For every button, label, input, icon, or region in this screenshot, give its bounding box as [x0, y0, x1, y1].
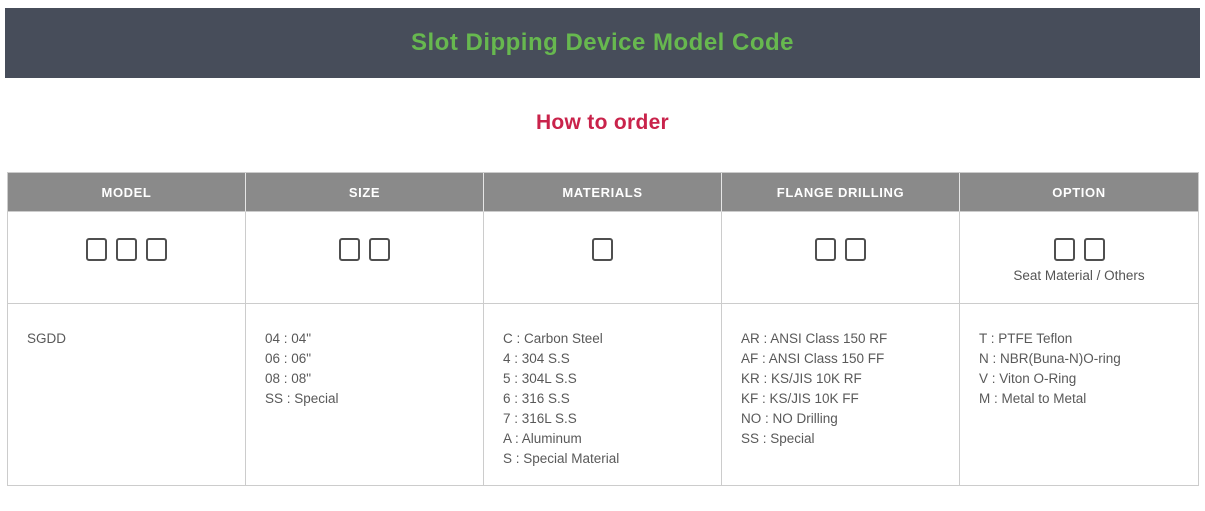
code-item: V : Viton O-Ring [979, 371, 1077, 386]
code-item: KF : KS/JIS 10K FF [741, 391, 859, 406]
how-to-order-heading: How to order [535, 111, 670, 134]
code-boxes [722, 238, 959, 261]
code-item: 5 : 304L S.S [503, 371, 577, 386]
code-boxes-cell-flange-drilling [722, 212, 960, 304]
codes-cell-model [8, 304, 246, 485]
code-boxes-cell-option [960, 212, 1198, 304]
column-header-materials: MATERIALS [484, 173, 722, 212]
code-item: SS : Special [741, 431, 815, 446]
code-box-icon [369, 238, 390, 261]
code-boxes-cell-materials [484, 212, 722, 304]
code-box-icon [1084, 238, 1105, 261]
code-box-icon [146, 238, 167, 261]
code-boxes-cell-model [8, 212, 246, 304]
code-boxes [246, 238, 483, 261]
code-boxes [960, 238, 1198, 261]
code-boxes [484, 238, 721, 261]
code-item: A : Aluminum [503, 431, 582, 446]
code-item: M : Metal to Metal [979, 391, 1087, 406]
code-item: SS : Special [265, 391, 339, 406]
code-box-icon [1054, 238, 1075, 261]
code-item: AR : ANSI Class 150 RF [741, 331, 888, 346]
codes-cell-size [246, 304, 484, 485]
codes-cell-materials [484, 304, 722, 485]
code-item: 7 : 316L S.S [503, 411, 577, 426]
code-item: 08 : 08" [265, 371, 312, 386]
code-box-icon [592, 238, 613, 261]
code-item: S : Special Material [503, 451, 620, 466]
code-box-icon [339, 238, 360, 261]
code-box-icon [86, 238, 107, 261]
code-item: 06 : 06" [265, 351, 312, 366]
codes-cell-flange-drilling [722, 304, 960, 485]
column-header-model: MODEL [8, 173, 246, 212]
code-item: 04 : 04" [265, 331, 312, 346]
code-item: 4 : 304 S.S [503, 351, 570, 366]
code-item: 6 : 316 S.S [503, 391, 570, 406]
column-header-option: OPTION [960, 173, 1198, 212]
column-header-size: SIZE [246, 173, 484, 212]
code-boxes-cell-size [246, 212, 484, 304]
code-item: N : NBR(Buna-N)O-ring [979, 351, 1121, 366]
code-box-icon [116, 238, 137, 261]
code-item: KR : KS/JIS 10K RF [741, 371, 862, 386]
model-code-table [7, 172, 1199, 486]
code-item: AF : ANSI Class 150 FF [741, 351, 885, 366]
column-header-flange-drilling: FLANGE DRILLING [722, 173, 960, 212]
code-item: T : PTFE Teflon [979, 331, 1073, 346]
page-title-bar [5, 8, 1200, 78]
code-box-icon [845, 238, 866, 261]
codes-cell-option [960, 304, 1198, 485]
page-title: Slot Dipping Device Model Code [410, 29, 795, 56]
box-caption: Seat Material / Others [1013, 268, 1145, 283]
code-item: NO : NO Drilling [741, 411, 838, 426]
code-boxes [8, 238, 245, 261]
code-item: SGDD [27, 331, 67, 346]
code-box-icon [815, 238, 836, 261]
code-item: C : Carbon Steel [503, 331, 603, 346]
